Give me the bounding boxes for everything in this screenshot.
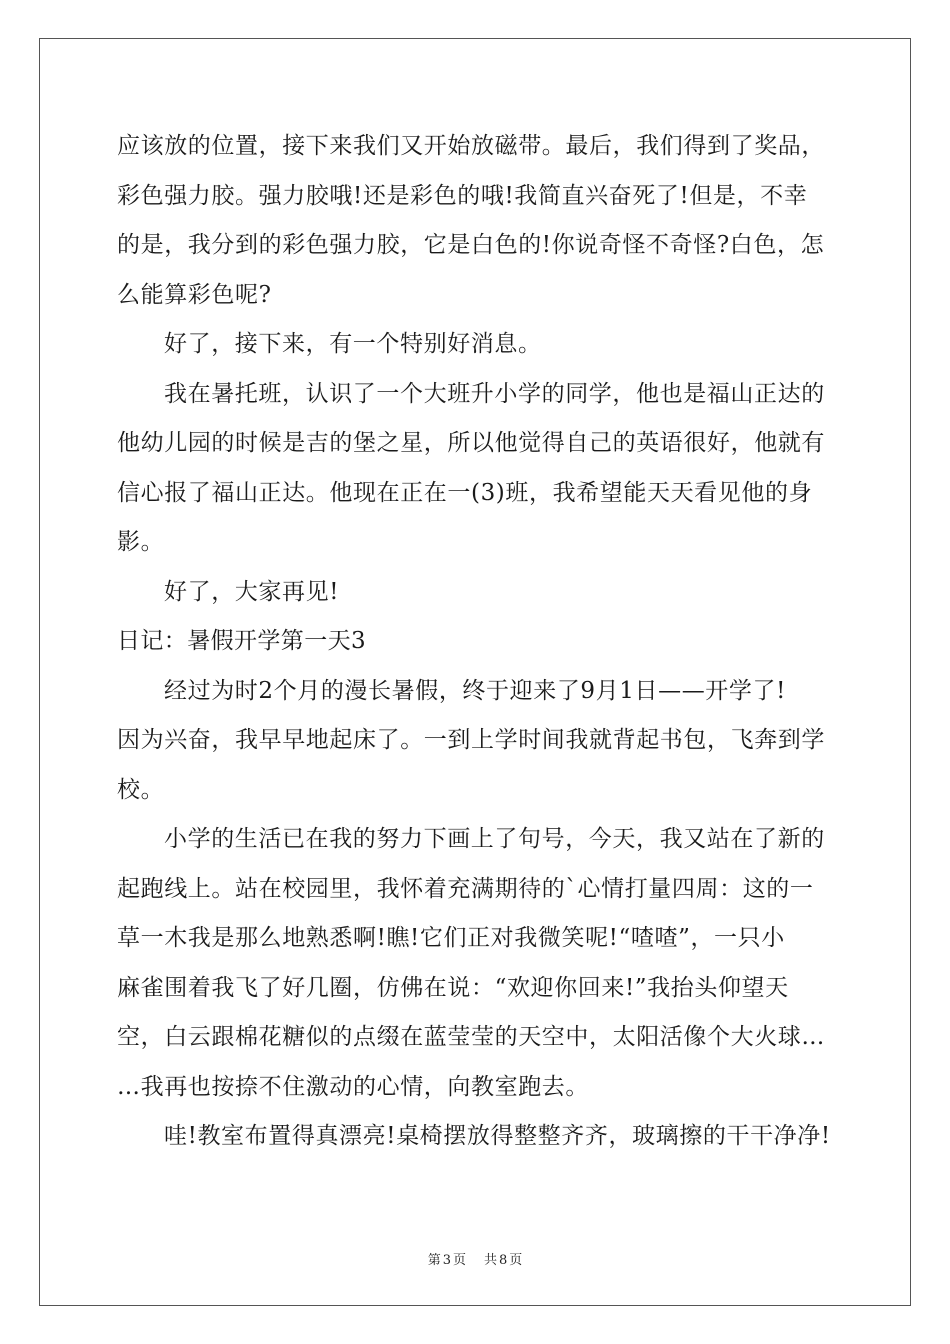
text-line: 么能算彩色呢?: [117, 281, 272, 308]
document-body: [117, 122, 837, 1162]
text-line: 的是，我分到的彩色强力胶，它是白色的!你说奇怪不奇怪?白色，怎: [117, 232, 825, 258]
total-label-suffix: 页: [509, 1253, 523, 1268]
text-line: 彩色强力胶。强力胶哦!还是彩色的哦!我简直兴奋死了!但是，不幸: [117, 182, 808, 209]
text-line: 我在暑托班，认识了一个大班升小学的同学，他也是福山正达的: [164, 380, 825, 407]
text-line: 小学的生活已在我的努力下画上了句号，今天，我又站在了新的: [164, 826, 825, 852]
text-line: 哇!教室布置得真漂亮!桌椅摆放得整整齐齐，玻璃擦的干干净净!: [164, 1123, 831, 1149]
text-line: 经过为时2个月的漫长暑假，终于迎来了9月1日——开学了!: [164, 677, 786, 704]
text-line: 他幼儿园的时候是吉的堡之星，所以他觉得自己的英语很好，他就有: [117, 430, 825, 456]
text-line: 起跑线上。站在校园里，我怀着充满期待的`心情打量四周：这的一: [117, 875, 814, 902]
text-line: 麻雀围着我飞了好几圈，仿佛在说：“欢迎你回来!”我抬头仰望天: [117, 974, 789, 1001]
text-line: …我再也按捺不住激动的心情，向教室跑去。: [117, 1073, 589, 1100]
total-label-prefix: 共: [484, 1253, 498, 1268]
text-line: 校。: [117, 776, 165, 803]
text-line: 应该放的位置，接下来我们又开始放磁带。最后，我们得到了奖品，: [117, 133, 825, 159]
page-footer: [0, 1249, 950, 1268]
text-line: 空，白云跟棉花糖似的点缀在蓝莹莹的天空中，太阳活像个大火球…: [117, 1024, 825, 1050]
text-line: 好了，接下来，有一个特别好消息。: [164, 331, 542, 357]
page-label-prefix: 第: [427, 1253, 441, 1268]
section-heading: 日记：暑假开学第一天3: [117, 628, 367, 654]
total-page-count: 8: [499, 1253, 508, 1268]
text-line: 因为兴奋，我早早地起床了。一到上学时间我就背起书包，飞奔到学: [117, 727, 825, 753]
text-line: 影。: [117, 529, 165, 555]
text-line: 草一木我是那么地熟悉啊!瞧!它们正对我微笑呢!“喳喳”，一只小: [117, 925, 785, 951]
text-line: 信心报了福山正达。他现在正在一(3)班，我希望能天天看见他的身: [117, 479, 813, 506]
current-page-number: 3: [442, 1253, 451, 1268]
page-label-suffix: 页: [452, 1253, 466, 1268]
text-line: 好了，大家再见!: [164, 578, 340, 605]
